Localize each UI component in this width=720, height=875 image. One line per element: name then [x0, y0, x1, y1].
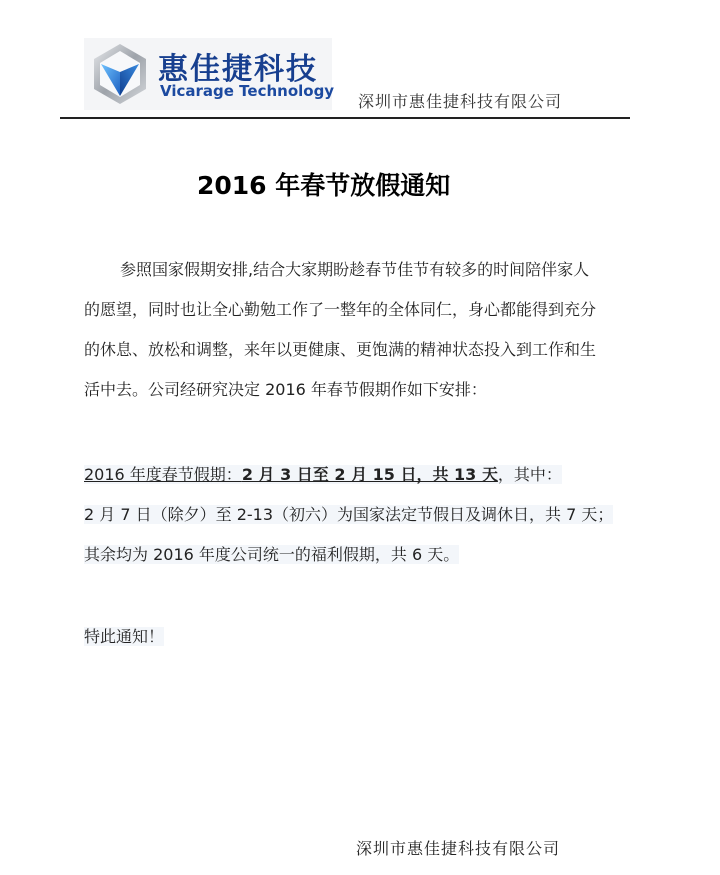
holiday-schedule [84, 455, 613, 575]
closing-remark: 特此通知！ [84, 627, 165, 646]
intro-paragraph [84, 250, 644, 410]
schedule-line-statutory: 2 月 7 日（除夕）至 2-13（初六）为国家法定节假日及调休日，共 7 天； [84, 505, 614, 524]
intro-line: 的休息、放松和调整，来年以更健康、更饱满的精神状态投入到工作和生 [84, 340, 597, 359]
intro-line: 参照国家假期安排,结合大家期盼趁春节佳节有较多的时间陪伴家人 [120, 260, 590, 279]
intro-line: 的愿望，同时也让全心勤勉工作了一整年的全体同仁，身心都能得到充分 [84, 300, 597, 319]
company-logo [84, 38, 335, 110]
schedule-prefix: 2016 年度春节假期： [84, 465, 242, 484]
document-title: 2016 年春节放假通知 [197, 171, 451, 200]
schedule-line-total [84, 455, 613, 495]
schedule-dates: 2 月 3 日至 2 月 15 日，共 13 天 [241, 465, 498, 484]
hexagon-v-logo-icon [88, 42, 152, 106]
schedule-line-welfare: 其余均为 2016 年度公司统一的福利假期，共 6 天。 [84, 545, 460, 564]
logo-english-name: Vicarage Technology [160, 82, 335, 100]
intro-line: 活中去。公司经研究决定 2016 年春节假期作如下安排： [84, 380, 487, 399]
header-company-name: 深圳市惠佳捷科技有限公司 [358, 92, 563, 111]
schedule-suffix: ，其中： [497, 465, 562, 484]
header-divider [60, 117, 630, 119]
logo-chinese-name: 惠佳捷科技 [158, 52, 318, 87]
signature-company-name: 深圳市惠佳捷科技有限公司 [356, 839, 561, 858]
